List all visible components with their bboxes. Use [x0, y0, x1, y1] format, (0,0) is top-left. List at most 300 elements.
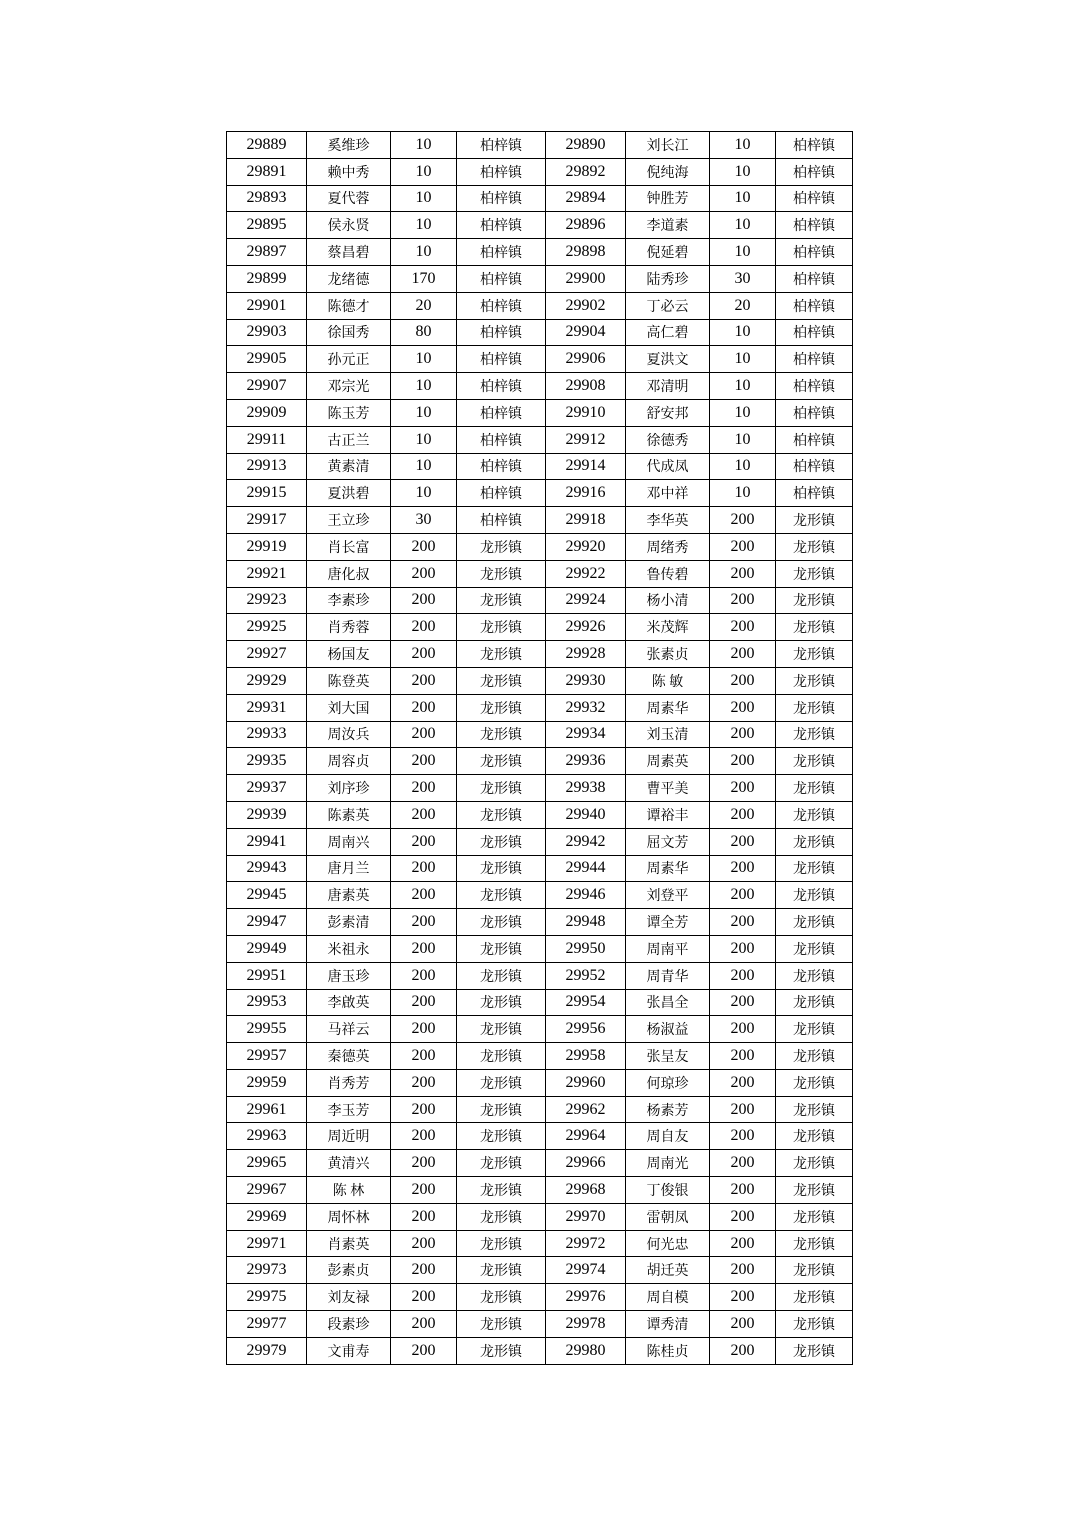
table-row	[227, 239, 853, 266]
town-name: 柏梓镇	[776, 373, 853, 400]
amount: 200	[710, 775, 776, 802]
table-row	[227, 1069, 853, 1096]
table-row	[227, 265, 853, 292]
table-row	[227, 641, 853, 668]
amount: 200	[710, 533, 776, 560]
amount: 200	[391, 1096, 457, 1123]
table-row	[227, 721, 853, 748]
record-id: 29959	[227, 1069, 307, 1096]
town-name: 龙形镇	[457, 1311, 546, 1338]
town-name: 龙形镇	[457, 641, 546, 668]
town-name: 龙形镇	[457, 935, 546, 962]
table-row	[227, 426, 853, 453]
table-row	[227, 533, 853, 560]
record-id: 29908	[546, 373, 626, 400]
table-row	[227, 882, 853, 909]
person-name: 张素贞	[626, 641, 710, 668]
amount: 200	[391, 1043, 457, 1070]
record-id: 29955	[227, 1016, 307, 1043]
table-row	[227, 1203, 853, 1230]
town-name: 龙形镇	[776, 1069, 853, 1096]
record-id: 29917	[227, 507, 307, 534]
person-name: 奚维珍	[307, 132, 391, 159]
person-name: 唐素英	[307, 882, 391, 909]
amount: 10	[710, 373, 776, 400]
person-name: 黄素清	[307, 453, 391, 480]
person-name: 杨小清	[626, 587, 710, 614]
amount: 200	[391, 1069, 457, 1096]
amount: 200	[391, 748, 457, 775]
amount: 10	[391, 426, 457, 453]
record-id: 29956	[546, 1016, 626, 1043]
table-row	[227, 909, 853, 936]
table-row	[227, 587, 853, 614]
record-id: 29909	[227, 399, 307, 426]
town-name: 龙形镇	[776, 1203, 853, 1230]
town-name: 柏梓镇	[776, 399, 853, 426]
town-name: 龙形镇	[776, 667, 853, 694]
table-row	[227, 292, 853, 319]
town-name: 龙形镇	[457, 560, 546, 587]
person-name: 倪延碧	[626, 239, 710, 266]
town-name: 柏梓镇	[776, 185, 853, 212]
person-name: 周南平	[626, 935, 710, 962]
table-row	[227, 1123, 853, 1150]
record-id: 29895	[227, 212, 307, 239]
amount: 200	[710, 909, 776, 936]
table-row	[227, 1230, 853, 1257]
amount: 200	[391, 1150, 457, 1177]
town-name: 柏梓镇	[776, 265, 853, 292]
table-row	[227, 399, 853, 426]
person-name: 周自友	[626, 1123, 710, 1150]
amount: 200	[710, 828, 776, 855]
town-name: 龙形镇	[457, 748, 546, 775]
person-name: 鲁传碧	[626, 560, 710, 587]
amount: 200	[391, 1203, 457, 1230]
town-name: 柏梓镇	[457, 319, 546, 346]
person-name: 周素华	[626, 855, 710, 882]
amount: 200	[710, 1203, 776, 1230]
town-name: 龙形镇	[776, 828, 853, 855]
table-row	[227, 989, 853, 1016]
person-name: 曹平美	[626, 775, 710, 802]
record-id: 29941	[227, 828, 307, 855]
town-name: 龙形镇	[457, 882, 546, 909]
town-name: 柏梓镇	[776, 346, 853, 373]
town-name: 龙形镇	[776, 855, 853, 882]
person-name: 刘序珍	[307, 775, 391, 802]
record-id: 29973	[227, 1257, 307, 1284]
amount: 10	[391, 212, 457, 239]
town-name: 龙形镇	[776, 1337, 853, 1364]
person-name: 屈文芳	[626, 828, 710, 855]
record-id: 29968	[546, 1177, 626, 1204]
town-name: 龙形镇	[457, 855, 546, 882]
record-id: 29951	[227, 962, 307, 989]
town-name: 龙形镇	[776, 1096, 853, 1123]
table-row	[227, 346, 853, 373]
record-id: 29944	[546, 855, 626, 882]
amount: 10	[710, 399, 776, 426]
person-name: 古正兰	[307, 426, 391, 453]
person-name: 胡迁英	[626, 1257, 710, 1284]
record-id: 29937	[227, 775, 307, 802]
person-name: 杨素芳	[626, 1096, 710, 1123]
amount: 200	[710, 748, 776, 775]
amount: 200	[391, 721, 457, 748]
person-name: 赖中秀	[307, 158, 391, 185]
amount: 200	[391, 1230, 457, 1257]
table-row	[227, 507, 853, 534]
record-id: 29919	[227, 533, 307, 560]
amount: 10	[391, 158, 457, 185]
amount: 10	[710, 185, 776, 212]
person-name: 邓宗光	[307, 373, 391, 400]
town-name: 龙形镇	[776, 989, 853, 1016]
person-name: 黄清兴	[307, 1150, 391, 1177]
table-row	[227, 560, 853, 587]
record-id: 29903	[227, 319, 307, 346]
amount: 200	[391, 587, 457, 614]
amount: 200	[710, 507, 776, 534]
amount: 200	[391, 1284, 457, 1311]
record-id: 29911	[227, 426, 307, 453]
town-name: 龙形镇	[457, 1284, 546, 1311]
town-name: 龙形镇	[776, 1284, 853, 1311]
record-id: 29899	[227, 265, 307, 292]
amount: 200	[710, 989, 776, 1016]
amount: 10	[391, 185, 457, 212]
amount: 20	[710, 292, 776, 319]
table-container	[226, 131, 853, 1365]
record-id: 29953	[227, 989, 307, 1016]
record-id: 29905	[227, 346, 307, 373]
town-name: 柏梓镇	[457, 158, 546, 185]
person-name: 李啟英	[307, 989, 391, 1016]
town-name: 龙形镇	[776, 1043, 853, 1070]
town-name: 柏梓镇	[457, 265, 546, 292]
amount: 200	[710, 1043, 776, 1070]
amount: 10	[710, 132, 776, 159]
person-name: 孙元正	[307, 346, 391, 373]
record-id: 29898	[546, 239, 626, 266]
record-id: 29900	[546, 265, 626, 292]
person-name: 王立珍	[307, 507, 391, 534]
record-id: 29965	[227, 1150, 307, 1177]
person-name: 谭全芳	[626, 909, 710, 936]
town-name: 龙形镇	[776, 560, 853, 587]
town-name: 龙形镇	[457, 775, 546, 802]
amount: 200	[391, 560, 457, 587]
table-row	[227, 935, 853, 962]
amount: 10	[391, 132, 457, 159]
table-row	[227, 828, 853, 855]
person-name: 陈桂贞	[626, 1337, 710, 1364]
record-id: 29961	[227, 1096, 307, 1123]
record-id: 29972	[546, 1230, 626, 1257]
amount: 10	[710, 212, 776, 239]
person-name: 舒安邦	[626, 399, 710, 426]
table-row	[227, 775, 853, 802]
person-name: 秦德英	[307, 1043, 391, 1070]
town-name: 龙形镇	[776, 614, 853, 641]
amount: 200	[391, 614, 457, 641]
town-name: 龙形镇	[776, 1123, 853, 1150]
record-id: 29971	[227, 1230, 307, 1257]
amount: 200	[391, 962, 457, 989]
person-name: 邓清明	[626, 373, 710, 400]
record-id: 29921	[227, 560, 307, 587]
record-id: 29960	[546, 1069, 626, 1096]
person-name: 徐德秀	[626, 426, 710, 453]
town-name: 柏梓镇	[457, 346, 546, 373]
table-row	[227, 373, 853, 400]
record-id: 29929	[227, 667, 307, 694]
amount: 200	[710, 1069, 776, 1096]
record-id: 29892	[546, 158, 626, 185]
town-name: 龙形镇	[776, 801, 853, 828]
table-row	[227, 212, 853, 239]
town-name: 柏梓镇	[457, 426, 546, 453]
record-id: 29969	[227, 1203, 307, 1230]
person-name: 周绪秀	[626, 533, 710, 560]
person-name: 陈登英	[307, 667, 391, 694]
amount: 200	[710, 1230, 776, 1257]
record-id: 29974	[546, 1257, 626, 1284]
record-id: 29939	[227, 801, 307, 828]
amount: 30	[710, 265, 776, 292]
person-name: 周南兴	[307, 828, 391, 855]
person-name: 徐国秀	[307, 319, 391, 346]
person-name: 李道素	[626, 212, 710, 239]
amount: 10	[391, 480, 457, 507]
amount: 10	[710, 346, 776, 373]
town-name: 柏梓镇	[776, 319, 853, 346]
record-id: 29948	[546, 909, 626, 936]
amount: 200	[391, 775, 457, 802]
table-row	[227, 694, 853, 721]
town-name: 龙形镇	[776, 1230, 853, 1257]
amount: 200	[710, 721, 776, 748]
table-row	[227, 1284, 853, 1311]
record-id: 29906	[546, 346, 626, 373]
amount: 200	[391, 1257, 457, 1284]
person-name: 刘长江	[626, 132, 710, 159]
person-name: 刘登平	[626, 882, 710, 909]
person-name: 文甫寿	[307, 1337, 391, 1364]
person-name: 雷朝凤	[626, 1203, 710, 1230]
record-id: 29957	[227, 1043, 307, 1070]
person-name: 周汝兵	[307, 721, 391, 748]
amount: 200	[710, 962, 776, 989]
amount: 200	[710, 694, 776, 721]
record-id: 29947	[227, 909, 307, 936]
record-id: 29894	[546, 185, 626, 212]
person-name: 杨淑益	[626, 1016, 710, 1043]
person-name: 代成凤	[626, 453, 710, 480]
table-row	[227, 480, 853, 507]
amount: 200	[391, 882, 457, 909]
record-id: 29925	[227, 614, 307, 641]
person-name: 肖秀蓉	[307, 614, 391, 641]
person-name: 丁俊银	[626, 1177, 710, 1204]
town-name: 龙形镇	[776, 748, 853, 775]
town-name: 龙形镇	[457, 1150, 546, 1177]
record-id: 29902	[546, 292, 626, 319]
amount: 10	[391, 399, 457, 426]
town-name: 龙形镇	[457, 721, 546, 748]
person-name: 肖秀芳	[307, 1069, 391, 1096]
person-name: 张呈友	[626, 1043, 710, 1070]
amount: 200	[710, 1016, 776, 1043]
record-id: 29940	[546, 801, 626, 828]
person-name: 侯永贤	[307, 212, 391, 239]
record-id: 29945	[227, 882, 307, 909]
amount: 200	[710, 641, 776, 668]
town-name: 柏梓镇	[457, 185, 546, 212]
record-id: 29964	[546, 1123, 626, 1150]
town-name: 龙形镇	[457, 1069, 546, 1096]
town-name: 龙形镇	[776, 962, 853, 989]
table-row	[227, 1257, 853, 1284]
amount: 200	[391, 828, 457, 855]
amount: 200	[391, 1337, 457, 1364]
person-name: 陆秀珍	[626, 265, 710, 292]
record-id: 29891	[227, 158, 307, 185]
town-name: 龙形镇	[776, 587, 853, 614]
person-name: 米祖永	[307, 935, 391, 962]
person-name: 刘玉清	[626, 721, 710, 748]
town-name: 龙形镇	[457, 828, 546, 855]
amount: 200	[391, 667, 457, 694]
town-name: 柏梓镇	[457, 453, 546, 480]
amount: 200	[710, 1257, 776, 1284]
record-id: 29958	[546, 1043, 626, 1070]
person-name: 倪纯海	[626, 158, 710, 185]
amount: 200	[710, 882, 776, 909]
table-row	[227, 1096, 853, 1123]
amount: 200	[391, 935, 457, 962]
amount: 200	[710, 1096, 776, 1123]
amount: 10	[710, 453, 776, 480]
town-name: 龙形镇	[457, 614, 546, 641]
town-name: 龙形镇	[457, 1123, 546, 1150]
town-name: 龙形镇	[457, 1337, 546, 1364]
record-id: 29930	[546, 667, 626, 694]
town-name: 龙形镇	[457, 989, 546, 1016]
table-row	[227, 855, 853, 882]
town-name: 柏梓镇	[776, 426, 853, 453]
town-name: 龙形镇	[457, 1177, 546, 1204]
person-name: 李玉芳	[307, 1096, 391, 1123]
person-name: 唐化叔	[307, 560, 391, 587]
table-row	[227, 158, 853, 185]
amount: 200	[710, 560, 776, 587]
amount: 200	[710, 1150, 776, 1177]
record-id: 29950	[546, 935, 626, 962]
amount: 10	[710, 426, 776, 453]
town-name: 龙形镇	[457, 909, 546, 936]
person-name: 李华英	[626, 507, 710, 534]
amount: 200	[391, 801, 457, 828]
record-id: 29933	[227, 721, 307, 748]
person-name: 彭素贞	[307, 1257, 391, 1284]
amount: 10	[710, 239, 776, 266]
town-name: 龙形镇	[457, 1230, 546, 1257]
table-row	[227, 1016, 853, 1043]
town-name: 龙形镇	[776, 935, 853, 962]
amount: 10	[710, 158, 776, 185]
record-id: 29966	[546, 1150, 626, 1177]
table-row	[227, 453, 853, 480]
amount: 10	[391, 239, 457, 266]
amount: 200	[710, 1311, 776, 1338]
amount: 200	[391, 1123, 457, 1150]
person-name: 周怀林	[307, 1203, 391, 1230]
town-name: 龙形镇	[776, 882, 853, 909]
amount: 200	[391, 855, 457, 882]
person-name: 周近明	[307, 1123, 391, 1150]
town-name: 龙形镇	[776, 775, 853, 802]
record-id: 29962	[546, 1096, 626, 1123]
town-name: 柏梓镇	[457, 132, 546, 159]
record-id: 29932	[546, 694, 626, 721]
amount: 10	[391, 373, 457, 400]
table-row	[227, 132, 853, 159]
record-id: 29934	[546, 721, 626, 748]
record-id: 29935	[227, 748, 307, 775]
town-name: 柏梓镇	[457, 399, 546, 426]
town-name: 龙形镇	[457, 1257, 546, 1284]
record-id: 29963	[227, 1123, 307, 1150]
record-id: 29922	[546, 560, 626, 587]
town-name: 柏梓镇	[457, 239, 546, 266]
town-name: 龙形镇	[457, 533, 546, 560]
town-name: 柏梓镇	[457, 212, 546, 239]
amount: 20	[391, 292, 457, 319]
record-id: 29926	[546, 614, 626, 641]
record-id: 29975	[227, 1284, 307, 1311]
amount: 200	[710, 1337, 776, 1364]
town-name: 龙形镇	[776, 694, 853, 721]
person-name: 刘友禄	[307, 1284, 391, 1311]
amount: 200	[391, 1177, 457, 1204]
roster-table	[226, 131, 853, 1365]
record-id: 29927	[227, 641, 307, 668]
person-name: 钟胜芳	[626, 185, 710, 212]
table-row	[227, 185, 853, 212]
record-id: 29977	[227, 1311, 307, 1338]
person-name: 唐月兰	[307, 855, 391, 882]
amount: 10	[710, 480, 776, 507]
person-name: 蔡昌碧	[307, 239, 391, 266]
town-name: 龙形镇	[776, 909, 853, 936]
person-name: 周素英	[626, 748, 710, 775]
town-name: 柏梓镇	[457, 292, 546, 319]
record-id: 29942	[546, 828, 626, 855]
record-id: 29938	[546, 775, 626, 802]
table-row	[227, 801, 853, 828]
person-name: 夏洪碧	[307, 480, 391, 507]
person-name: 周容贞	[307, 748, 391, 775]
person-name: 杨国友	[307, 641, 391, 668]
town-name: 龙形镇	[457, 667, 546, 694]
amount: 200	[391, 909, 457, 936]
amount: 200	[710, 1177, 776, 1204]
person-name: 刘大国	[307, 694, 391, 721]
town-name: 柏梓镇	[776, 239, 853, 266]
